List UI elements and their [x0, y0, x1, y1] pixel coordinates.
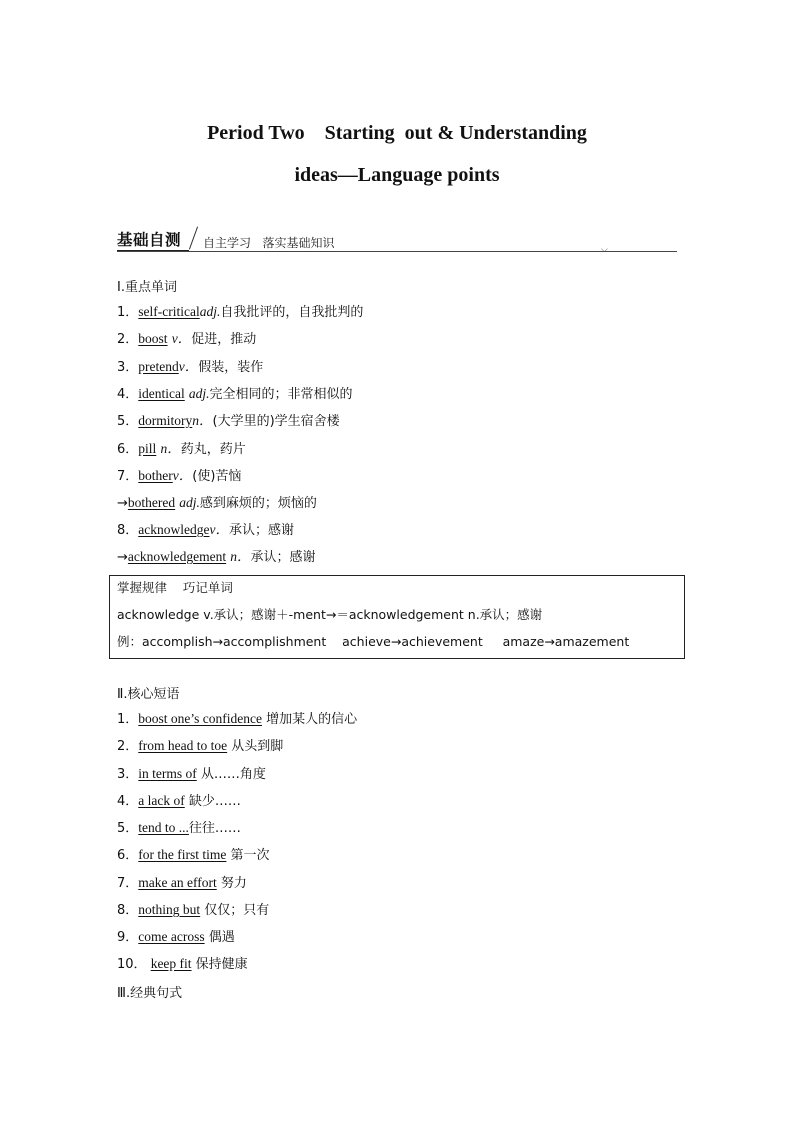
vocab-meaning: 自我批评的，自我批判的: [220, 305, 364, 320]
tip-box: [109, 575, 685, 659]
phrase-item: [117, 765, 266, 784]
vocab-pos: adj.: [188, 386, 210, 401]
section-header-label: 基础自测: [117, 231, 182, 249]
section-header: [117, 228, 677, 254]
phrase-item: [117, 955, 248, 974]
phrase-item: [117, 737, 283, 756]
phrase-text: keep fit: [150, 956, 192, 971]
phrase-meaning: 缺少……: [184, 794, 241, 809]
phrase-text: from head to toe: [138, 738, 228, 753]
vocab-meaning: 药丸，药片: [180, 442, 246, 457]
vocab-pos: adj.: [179, 495, 200, 510]
vocab-number: 6．: [117, 442, 139, 457]
phrase-meaning: 增加某人的信心: [262, 712, 358, 727]
phrase-text: come across: [138, 929, 205, 944]
vocab-arrow: →: [117, 496, 128, 511]
phrase-text: a lack of: [138, 793, 185, 808]
vocab-number: 2．: [117, 332, 139, 347]
phrase-number: 1．: [117, 712, 139, 727]
header-notch-icon: ⌵: [601, 245, 608, 255]
tip-box-rule: acknowledge v.承认；感谢＋-ment→＝acknowledgement n.承认；感谢: [117, 607, 543, 622]
vocab-meaning: 完全相同的；非常相似的: [209, 387, 353, 402]
section-header-subtitle: 自主学习 落实基础知识: [203, 236, 335, 250]
vocab-item: [117, 440, 246, 459]
phrase-number: 9．: [117, 930, 139, 945]
phrase-number: 2．: [117, 739, 139, 754]
phrase-meaning: 第一次: [226, 848, 270, 863]
vocab-number: 8．: [117, 523, 139, 538]
part3-heading: Ⅲ.经典句式: [117, 986, 183, 1001]
vocab-meaning: (大学里的)学生宿舍楼: [212, 414, 340, 429]
phrase-item: [117, 901, 269, 920]
vocab-pos: v．: [171, 331, 192, 346]
vocab-item: [117, 494, 317, 513]
vocab-number: 7．: [117, 469, 139, 484]
vocab-item: [117, 521, 294, 540]
phrase-meaning: 偶遇: [204, 930, 235, 945]
phrase-text: nothing but: [138, 902, 201, 917]
phrase-number: 4．: [117, 794, 139, 809]
vocab-word: dormitory: [138, 413, 193, 428]
vocab-number: 3．: [117, 360, 139, 375]
vocab-word: self-critical: [138, 304, 200, 319]
vocab-word: boost: [138, 331, 168, 346]
phrase-meaning: 往往……: [188, 821, 241, 836]
vocab-number: 1．: [117, 305, 139, 320]
vocab-pos: v．: [209, 522, 229, 537]
header-rule: [117, 251, 677, 252]
tip-box-example: 例：accomplish→accomplishment achieve→achievement amaze→amazement: [117, 634, 630, 649]
phrase-meaning: 从头到脚: [227, 739, 284, 754]
vocab-meaning: 感到麻烦的；烦恼的: [199, 496, 317, 511]
vocab-pos: n．: [192, 413, 213, 428]
vocab-pos: v．: [172, 468, 193, 483]
vocab-number: 4．: [117, 387, 139, 402]
phrase-number: 10．: [117, 957, 147, 972]
part1-heading: Ⅰ.重点单词: [117, 280, 177, 295]
vocab-word: acknowledgement: [127, 549, 227, 564]
header-slash-divider: [189, 227, 198, 250]
phrase-number: 6．: [117, 848, 139, 863]
phrase-number: 5．: [117, 821, 139, 836]
vocab-arrow: →: [117, 550, 128, 565]
phrase-item: [117, 819, 241, 838]
phrase-number: 8．: [117, 903, 139, 918]
phrase-number: 3．: [117, 767, 139, 782]
vocab-pos: adj.: [199, 304, 221, 319]
vocab-item: [117, 330, 256, 349]
phrase-item: [117, 874, 247, 893]
phrase-item: [117, 792, 241, 811]
phrase-meaning: 从……角度: [196, 767, 266, 782]
vocab-pos: n．: [160, 441, 181, 456]
vocab-meaning: (使)苦恼: [192, 469, 242, 484]
vocab-item: [117, 303, 363, 322]
title-line-2: ideas—Language points: [294, 164, 500, 186]
vocab-word: pill: [138, 441, 157, 456]
vocab-meaning: 承认；感谢: [229, 523, 295, 538]
phrase-text: in terms of: [138, 766, 197, 781]
vocab-item: [117, 548, 316, 567]
phrase-item: [117, 710, 357, 729]
phrase-text: make an effort: [138, 875, 217, 890]
phrase-text: boost one’s confidence: [138, 711, 262, 726]
vocab-meaning: 假装，装作: [198, 360, 264, 375]
vocab-word: identical: [138, 386, 185, 401]
vocab-item: [117, 358, 263, 377]
phrase-meaning: 努力: [216, 876, 247, 891]
part2-heading: Ⅱ.核心短语: [117, 687, 180, 702]
phrase-item: [117, 928, 235, 947]
phrase-number: 7．: [117, 876, 139, 891]
vocab-word: bother: [138, 468, 173, 483]
phrase-text: tend to ...: [138, 820, 189, 835]
vocab-word: bothered: [127, 495, 176, 510]
vocab-meaning: 促进，推动: [191, 332, 257, 347]
vocab-pos: n．: [230, 549, 251, 564]
vocab-number: 5．: [117, 414, 139, 429]
vocab-pos: v．: [178, 359, 199, 374]
vocab-item: [117, 412, 340, 431]
phrase-item: [117, 846, 270, 865]
vocab-item: [117, 385, 353, 404]
title-line-1: Period Two Starting out & Understanding: [207, 122, 587, 144]
phrase-text: for the first time: [138, 847, 227, 862]
vocab-meaning: 承认；感谢: [250, 550, 316, 565]
phrase-meaning: 仅仅；只有: [200, 903, 270, 918]
vocab-word: pretend: [138, 359, 179, 374]
vocab-word: acknowledge: [138, 522, 210, 537]
vocab-item: [117, 467, 241, 486]
phrase-meaning: 保持健康: [191, 957, 248, 972]
tip-box-heading: 掌握规律 巧记单词: [117, 580, 233, 595]
